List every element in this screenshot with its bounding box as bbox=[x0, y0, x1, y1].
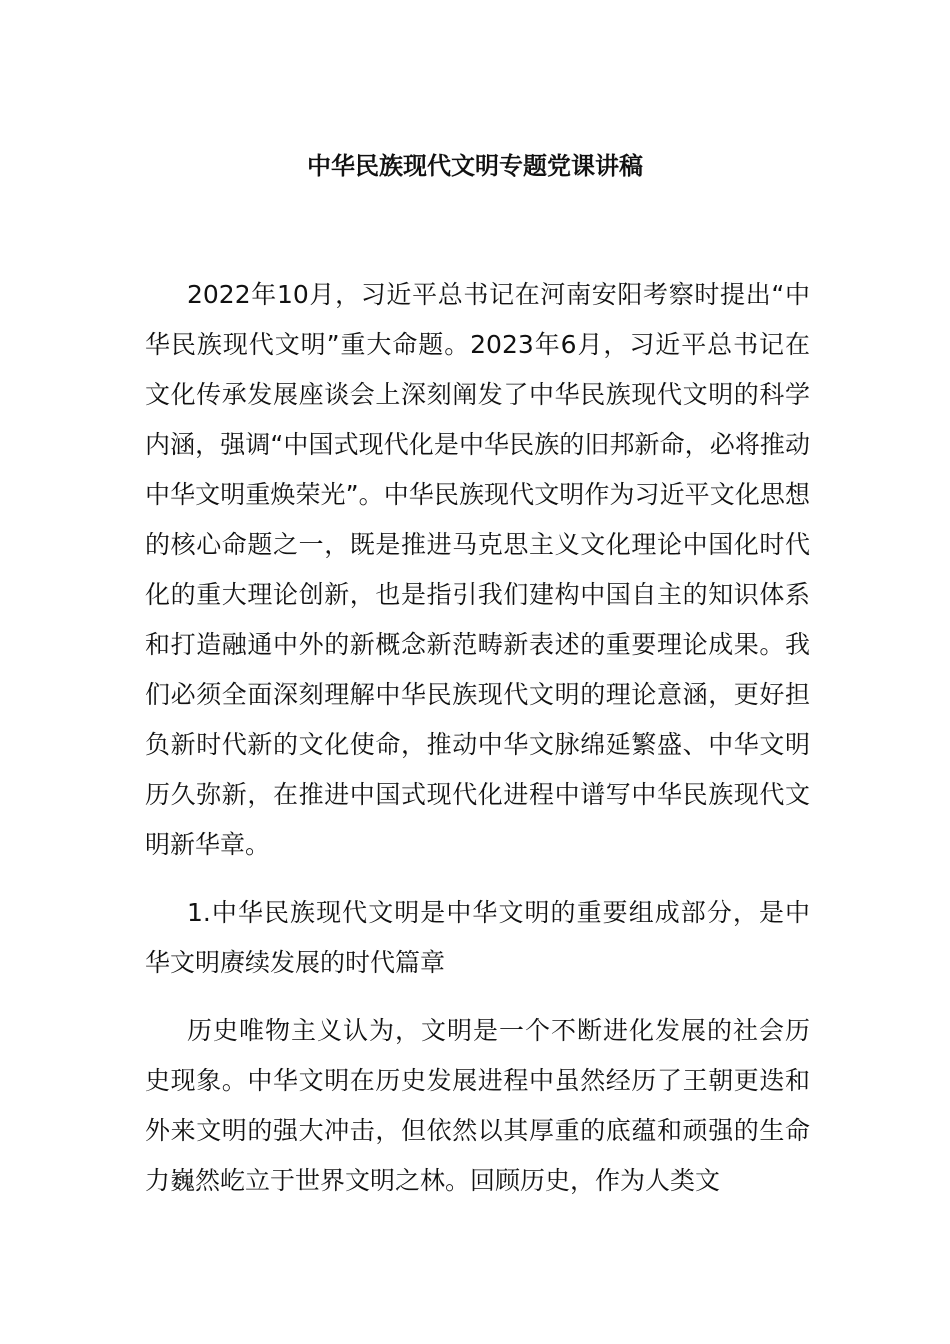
document-title: 中华民族现代文明专题党课讲稿 bbox=[307, 152, 643, 180]
paragraph-intro: 2022年10月，习近平总书记在河南安阳考察时提出“中华民族现代文明”重大命题。2023年6月，习近平总书记在文化传承发展座谈会上深刻阐发了中华民族现代文明的科学内涵，强调“中国式现代化是中华民族的旧邦新命，必将推动中华文明重焕荣光”。中华民族现代文明作为习近平文化思想的核心命题之一，既是推进马克思主义文化理论中国化时代化的重大理论创新，也是指引我们建构中国自主的知识体系和打造融通中外的新概念新范畴新表述的重要理论成果。我们必须全面深刻理解中华民族现代文明的理论意涵，更好担负新时代新的文化使命，推动中华文脉绵延繁盛、中华文明历久弥新，在推进中国式现代化进程中谱写中华民族现代文明新华章。 bbox=[145, 280, 810, 859]
section-heading-1: 1.中华民族现代文明是中华文明的重要组成部分，是中华文明赓续发展的时代篇章 bbox=[145, 898, 810, 977]
document-body bbox=[145, 270, 810, 1224]
paragraph-history: 历史唯物主义认为，文明是一个不断进化发展的社会历史现象。中华文明在历史发展进程中虽然经历了王朝更迭和外来文明的强大冲击，但依然以其厚重的底蕴和顽强的生命力巍然屹立于世界文明之林。回顾历史，作为人类文 bbox=[145, 1016, 810, 1195]
